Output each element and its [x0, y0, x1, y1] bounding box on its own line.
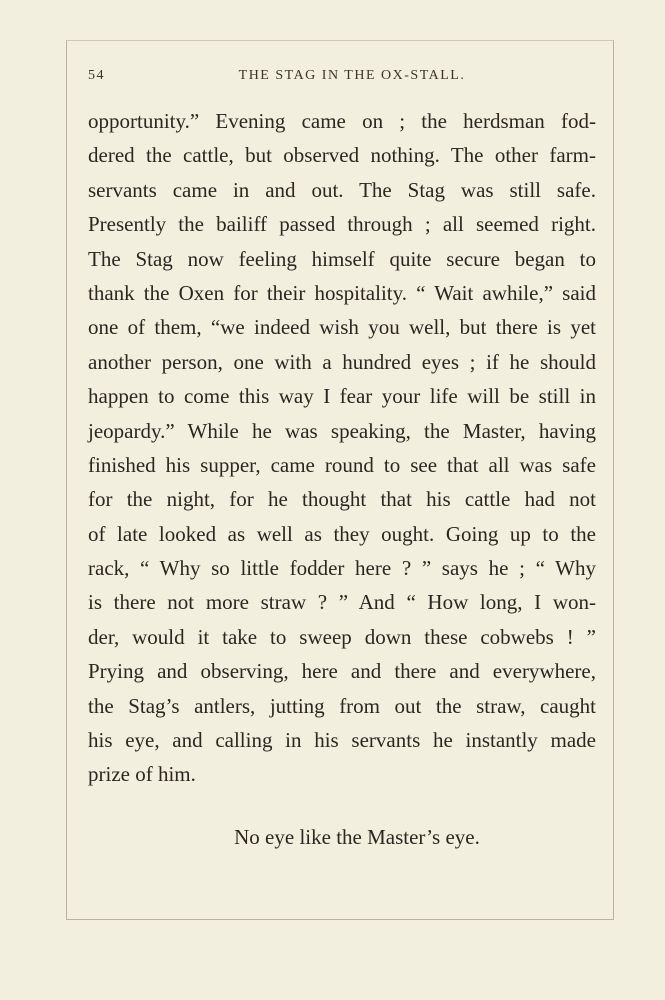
text-line: jeopardy.” While he was speaking, the Master, having	[88, 418, 596, 443]
text-line: Prying and observing, here and there and everywhere,	[88, 659, 596, 684]
text-line: rack, “ Why so little fodder here ? ” says he ; “ Why	[88, 556, 596, 581]
body-text	[88, 104, 596, 792]
moral-text: No eye like the Master’s eye.	[234, 825, 480, 849]
text-line: der, would it take to sweep down these cobwebs ! ”	[88, 624, 596, 649]
text-line: Presently the bailiff passed through ; all seemed right.	[88, 212, 596, 237]
text-line: of late looked as well as they ought. Going up to the	[88, 521, 596, 546]
text-line: happen to come this way I fear your life will be still in	[88, 384, 596, 409]
text-line: his eye, and calling in his servants he instantly made	[88, 728, 596, 753]
text-line: is there not more straw ? ” And “ How long, I won-	[88, 590, 596, 615]
text-line: thank the Oxen for their hospitality. “ Wait awhile,” said	[88, 280, 596, 305]
text-line: The Stag now feeling himself quite secure began to	[88, 246, 596, 271]
text-line: one of them, “we indeed wish you well, but there is yet	[88, 315, 596, 340]
text-line: for the night, for he thought that his cattle had not	[88, 487, 596, 512]
page-header	[88, 68, 596, 86]
text-line: servants came in and out. The Stag was still safe.	[88, 177, 596, 202]
text-line: dered the cattle, but observed nothing. The other farm-	[88, 143, 596, 168]
running-title: THE STAG IN THE OX-STALL.	[238, 68, 466, 83]
text-line: opportunity.” Evening came on ; the herdsman fod-	[88, 109, 596, 133]
page-number: 54	[88, 68, 105, 83]
text-line: prize of him.	[88, 762, 196, 787]
text-line: another person, one with a hundred eyes ; if he should	[88, 349, 596, 374]
text-line: the Stag’s antlers, jutting from out the straw, caught	[88, 693, 596, 718]
text-line: finished his supper, came round to see that all was safe	[88, 452, 596, 477]
